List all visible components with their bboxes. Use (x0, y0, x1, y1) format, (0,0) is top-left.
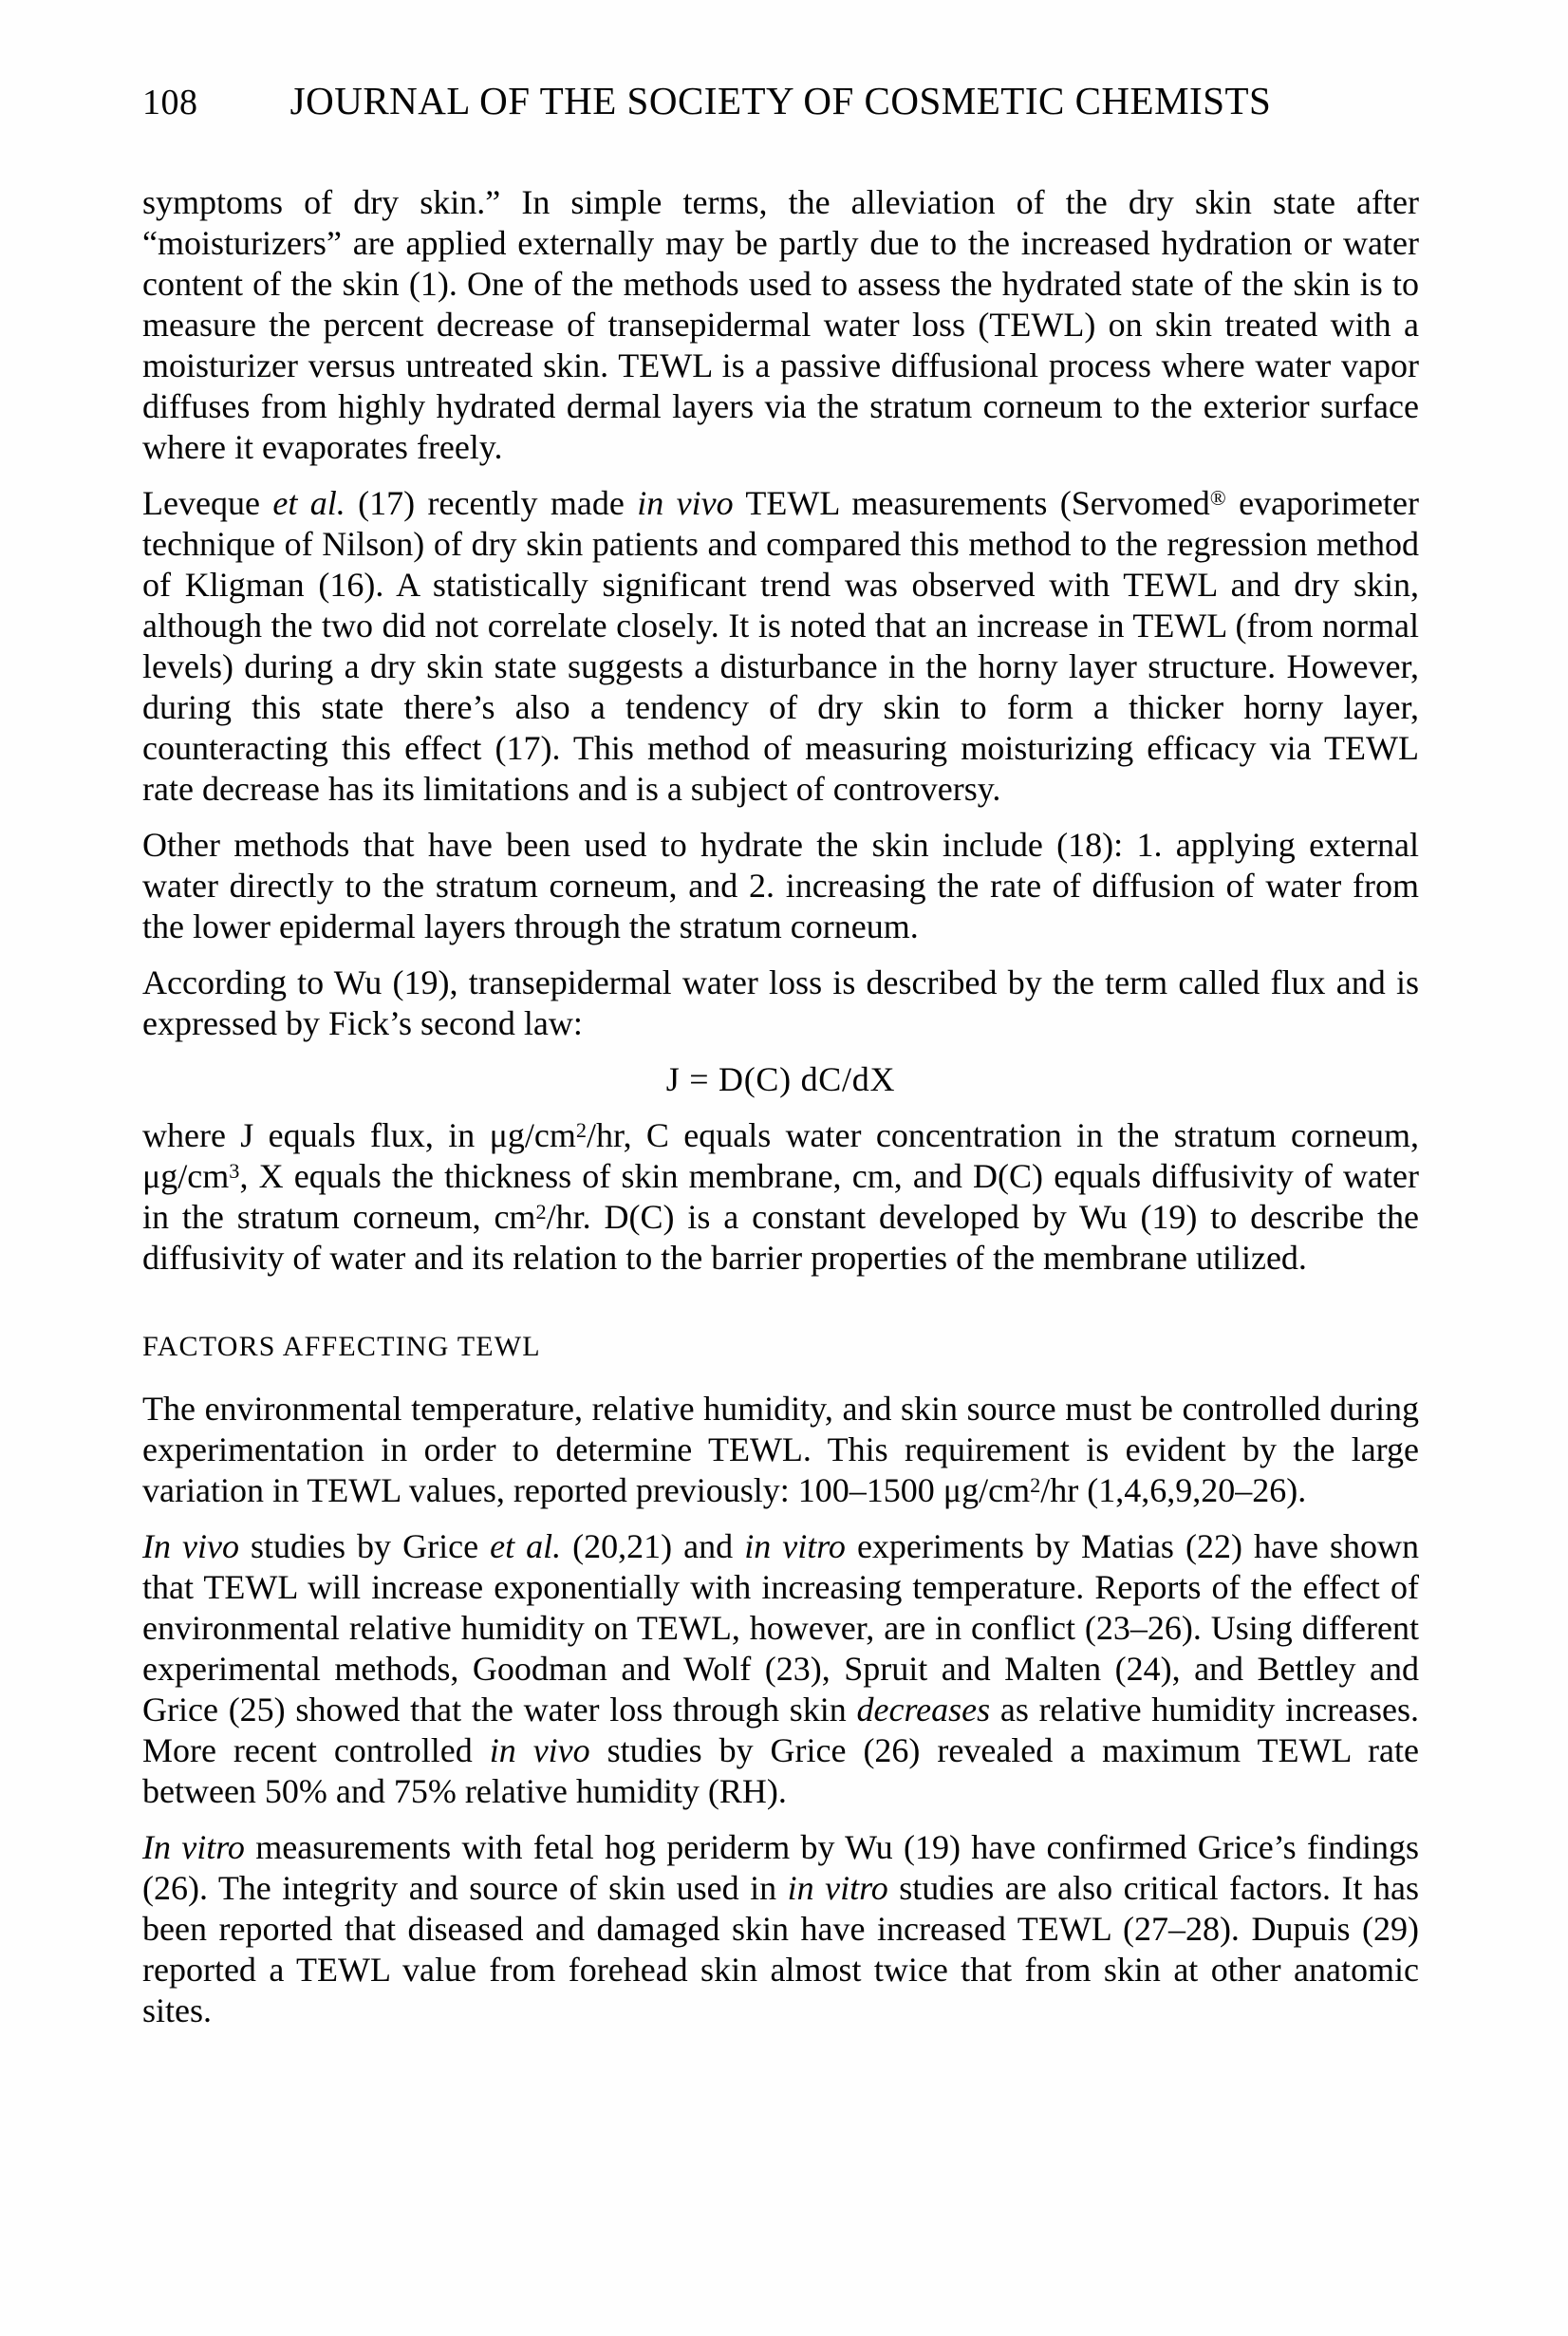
text-run: studies by Grice (238, 1527, 491, 1565)
paragraph (142, 1827, 1419, 2031)
text-run: decreases (856, 1691, 991, 1729)
text-run: et al. (272, 484, 345, 522)
text-run: 2 (1030, 1472, 1041, 1497)
text-run: 2 (535, 1199, 547, 1224)
text-run: measurements with fetal hog periderm by Wu (19) have confirmed Grice’s findings (26). The integrity and source of skin used in (142, 1828, 1419, 1907)
text-run: /hr, C equals water concentration in the stratum corneum, μg/cm (142, 1116, 1419, 1195)
paragraph (142, 1115, 1419, 1279)
document-blocks (142, 182, 1419, 2046)
text-run: experiments by Matias (22) have shown that TEWL will increase exponentially with increasing temperature. Reports of the effect of environmental relative humidity on TEWL, however, are in conflict (23–26). Using different experimental methods, Goodman and Wolf (23), Spruit and Malten (24), and Bettley and Grice (25) showed that the water loss through skin (142, 1527, 1419, 1729)
text-run: According to Wu (19), transepidermal water loss is described by the term called flux and is expressed by Fick’s second law: (142, 963, 1419, 1042)
text-run: Leveque (142, 484, 273, 522)
paragraph (142, 182, 1419, 468)
text-run: studies are also critical factors. It has been reported that diseased and damaged skin have increased TEWL (27–28). Dupuis (29) reported a TEWL value from forehead skin almost twice that from skin at other anatomic sites. (142, 1869, 1419, 2029)
section-heading: FACTORS AFFECTING TEWL (142, 1331, 541, 1362)
text-run: in vitro (787, 1869, 888, 1907)
text-run: The environmental temperature, relative humidity, and skin source must be controlled during experimentation in order to determine TEWL. This requirement is evident by the large variation in TEWL values, reported previously: 100–1500 μg/cm (142, 1390, 1419, 1509)
paragraph (142, 825, 1419, 947)
text-run: as relative humidity increases. More recent controlled (142, 1691, 1419, 1769)
text-run: symptoms of dry skin.” In simple terms, the alleviation of the dry skin state after “moisturizers” are applied externally may be partly due to the increased hydration or water content of the skin (1). One of the methods used to assess the hydrated state of the skin is to measure the percent decrease of transepidermal water loss (TEWL) on skin treated with a moisturizer versus untreated skin. TEWL is a passive diffusional process where water vapor diffuses from highly hydrated dermal layers via the stratum corneum to the exterior surface where it evaporates freely. (142, 183, 1419, 466)
text-run: In vitro (142, 1828, 245, 1866)
text-run: in vitro (744, 1527, 846, 1565)
journal-title: JOURNAL OF THE SOCIETY OF COSMETIC CHEMISTS (289, 79, 1272, 122)
text-run: (17) recently made (345, 484, 638, 522)
text-run: where J equals flux, in μg/cm (142, 1116, 576, 1154)
text-run: /hr (1,4,6,9,20–26). (1040, 1471, 1307, 1509)
paragraph (142, 1389, 1419, 1511)
text-run: in vivo (489, 1731, 590, 1769)
text-run: 3 (229, 1158, 240, 1183)
text-run: /hr. D(C) is a constant developed by Wu (19) to describe the diffusivity of water and its relation to the barrier properties of the membrane utilized. (142, 1198, 1419, 1277)
text-run: Other methods that have been used to hydrate the skin include (18): 1. applying external water directly to the stratum corneum, and 2. increasing the rate of diffusion of water from the lower epidermal layers through the stratum corneum. (142, 826, 1419, 945)
text-run: TEWL measurements (Servomed (733, 484, 1210, 522)
text-run: et al. (490, 1527, 562, 1565)
text-run: In vivo (142, 1527, 239, 1565)
text-run: ® (1209, 485, 1226, 510)
text-run: (20,21) and (561, 1527, 745, 1565)
paragraph (142, 1526, 1419, 1812)
text-run: , X equals the thickness of skin membrane, cm, and D(C) equals diffusivity of water in the stratum corneum, cm (142, 1157, 1419, 1236)
text-run: 2 (575, 1117, 588, 1142)
paragraph (142, 483, 1419, 810)
text-run: studies by Grice (26) revealed a maximum TEWL rate between 50% and 75% relative humidity (RH). (142, 1731, 1419, 1810)
page-header (142, 78, 1419, 127)
page-number: 108 (142, 83, 198, 122)
formula: J = D(C) dC/dX (665, 1060, 896, 1098)
paragraph (142, 962, 1419, 1044)
text-run: in vivo (637, 484, 734, 522)
text-run: evaporimeter technique of Nilson) of dry skin patients and compared this method to the regression method of Kligman (16). A statistically significant trend was observed with TEWL and dry skin, although the two did not correlate closely. It is noted that an increase in TEWL (from normal levels) during a dry skin state suggests a disturbance in the horny layer structure. However, during this state there’s also a tendency of dry skin to form a thicker horny layer, counteracting this effect (17). This method of measuring moisturizing efficacy via TEWL rate decrease has its limitations and is a subject of controversy. (142, 484, 1419, 808)
